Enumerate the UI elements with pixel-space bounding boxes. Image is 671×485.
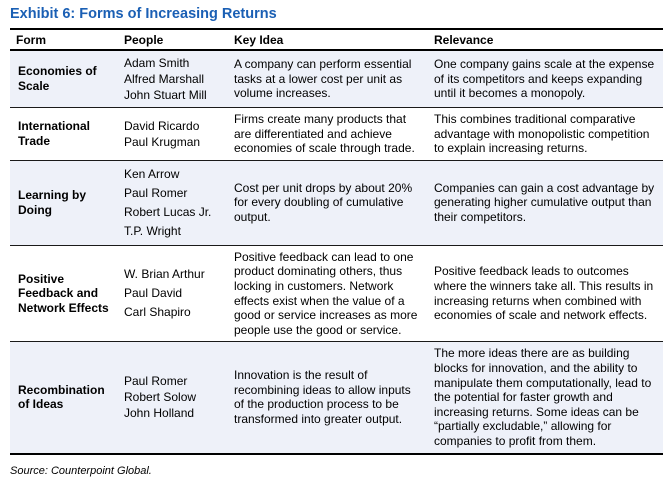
relevance-cell: This combines traditional comparative advantage with monopolistic competition to explain increasing returns. [428, 108, 663, 161]
form-cell: Recombination of Ideas [10, 342, 118, 454]
people-cell [118, 342, 228, 454]
table-row [10, 50, 663, 108]
people-cell [118, 245, 228, 342]
people-cell [118, 108, 228, 161]
relevance-cell: Positive feedback leads to outcomes where the winners take all. This results in increasing returns when combined with economies of scale and network effects. [428, 245, 663, 342]
table-row [10, 245, 663, 342]
person-name: Adam Smith [124, 56, 190, 70]
person-name: Paul David [124, 286, 183, 301]
form-cell: Economies of Scale [10, 50, 118, 108]
key-idea-cell: Firms create many products that are differentiated and achieve economies of scale through trade. [228, 108, 428, 161]
header-relevance: Relevance [428, 29, 663, 50]
key-idea-cell: A company can perform essential tasks at a lower cost per unit as volume increases. [228, 50, 428, 108]
person-name: Alfred Marshall [124, 72, 205, 86]
table-row [10, 160, 663, 245]
relevance-cell: The more ideas there are as building blocks for innovation, and the ability to manipulate them computationally, lead to the potential for faster growth and increasing returns. Some ideas can be “partially excludable,” allowing for companies to profit from them. [428, 342, 663, 454]
person-name: Robert Solow [124, 390, 197, 405]
source-note: Source: Counterpoint Global. [10, 465, 152, 477]
person-name: Paul Krugman [124, 134, 201, 149]
relevance-cell: One company gains scale at the expense of its competitors and keeps expanding until it becomes a monopoly. [428, 50, 663, 108]
header-people: People [118, 29, 228, 50]
key-idea-cell: Positive feedback can lead to one product dominating others, thus locking in customers. Network effects exist when the value of a good or service increases as more people use the good or service. [228, 245, 428, 342]
key-idea-cell: Cost per unit drops by about 20% for every doubling of cumulative output. [228, 160, 428, 245]
person-name: Paul Romer [124, 374, 188, 389]
person-name: Carl Shapiro [124, 305, 191, 320]
form-cell: International Trade [10, 108, 118, 161]
table-header-row [10, 29, 663, 50]
increasing-returns-table [10, 28, 663, 455]
relevance-cell: Companies can gain a cost advantage by generating higher cumulative output than their competitors. [428, 160, 663, 245]
person-name: Paul Romer [124, 185, 188, 200]
header-form: Form [10, 29, 118, 50]
person-name: T.P. Wright [124, 223, 181, 238]
person-name: Ken Arrow [124, 166, 180, 181]
people-cell [118, 160, 228, 245]
table-row [10, 342, 663, 454]
person-name: David Ricardo [124, 118, 200, 133]
table-row [10, 108, 663, 161]
person-name: W. Brian Arthur [124, 267, 205, 282]
people-cell [118, 50, 228, 108]
exhibit-title: Exhibit 6: Forms of Increasing Returns [10, 6, 277, 22]
form-cell: Positive Feedback and Network Effects [10, 245, 118, 342]
person-name: John Holland [124, 406, 195, 421]
header-key-idea: Key Idea [228, 29, 428, 50]
form-cell: Learning by Doing [10, 160, 118, 245]
key-idea-cell: Innovation is the result of recombining ideas to allow inputs of the production process to be transformed into greater output. [228, 342, 428, 454]
person-name: Robert Lucas Jr. [124, 204, 212, 219]
person-name: John Stuart Mill [124, 88, 207, 102]
